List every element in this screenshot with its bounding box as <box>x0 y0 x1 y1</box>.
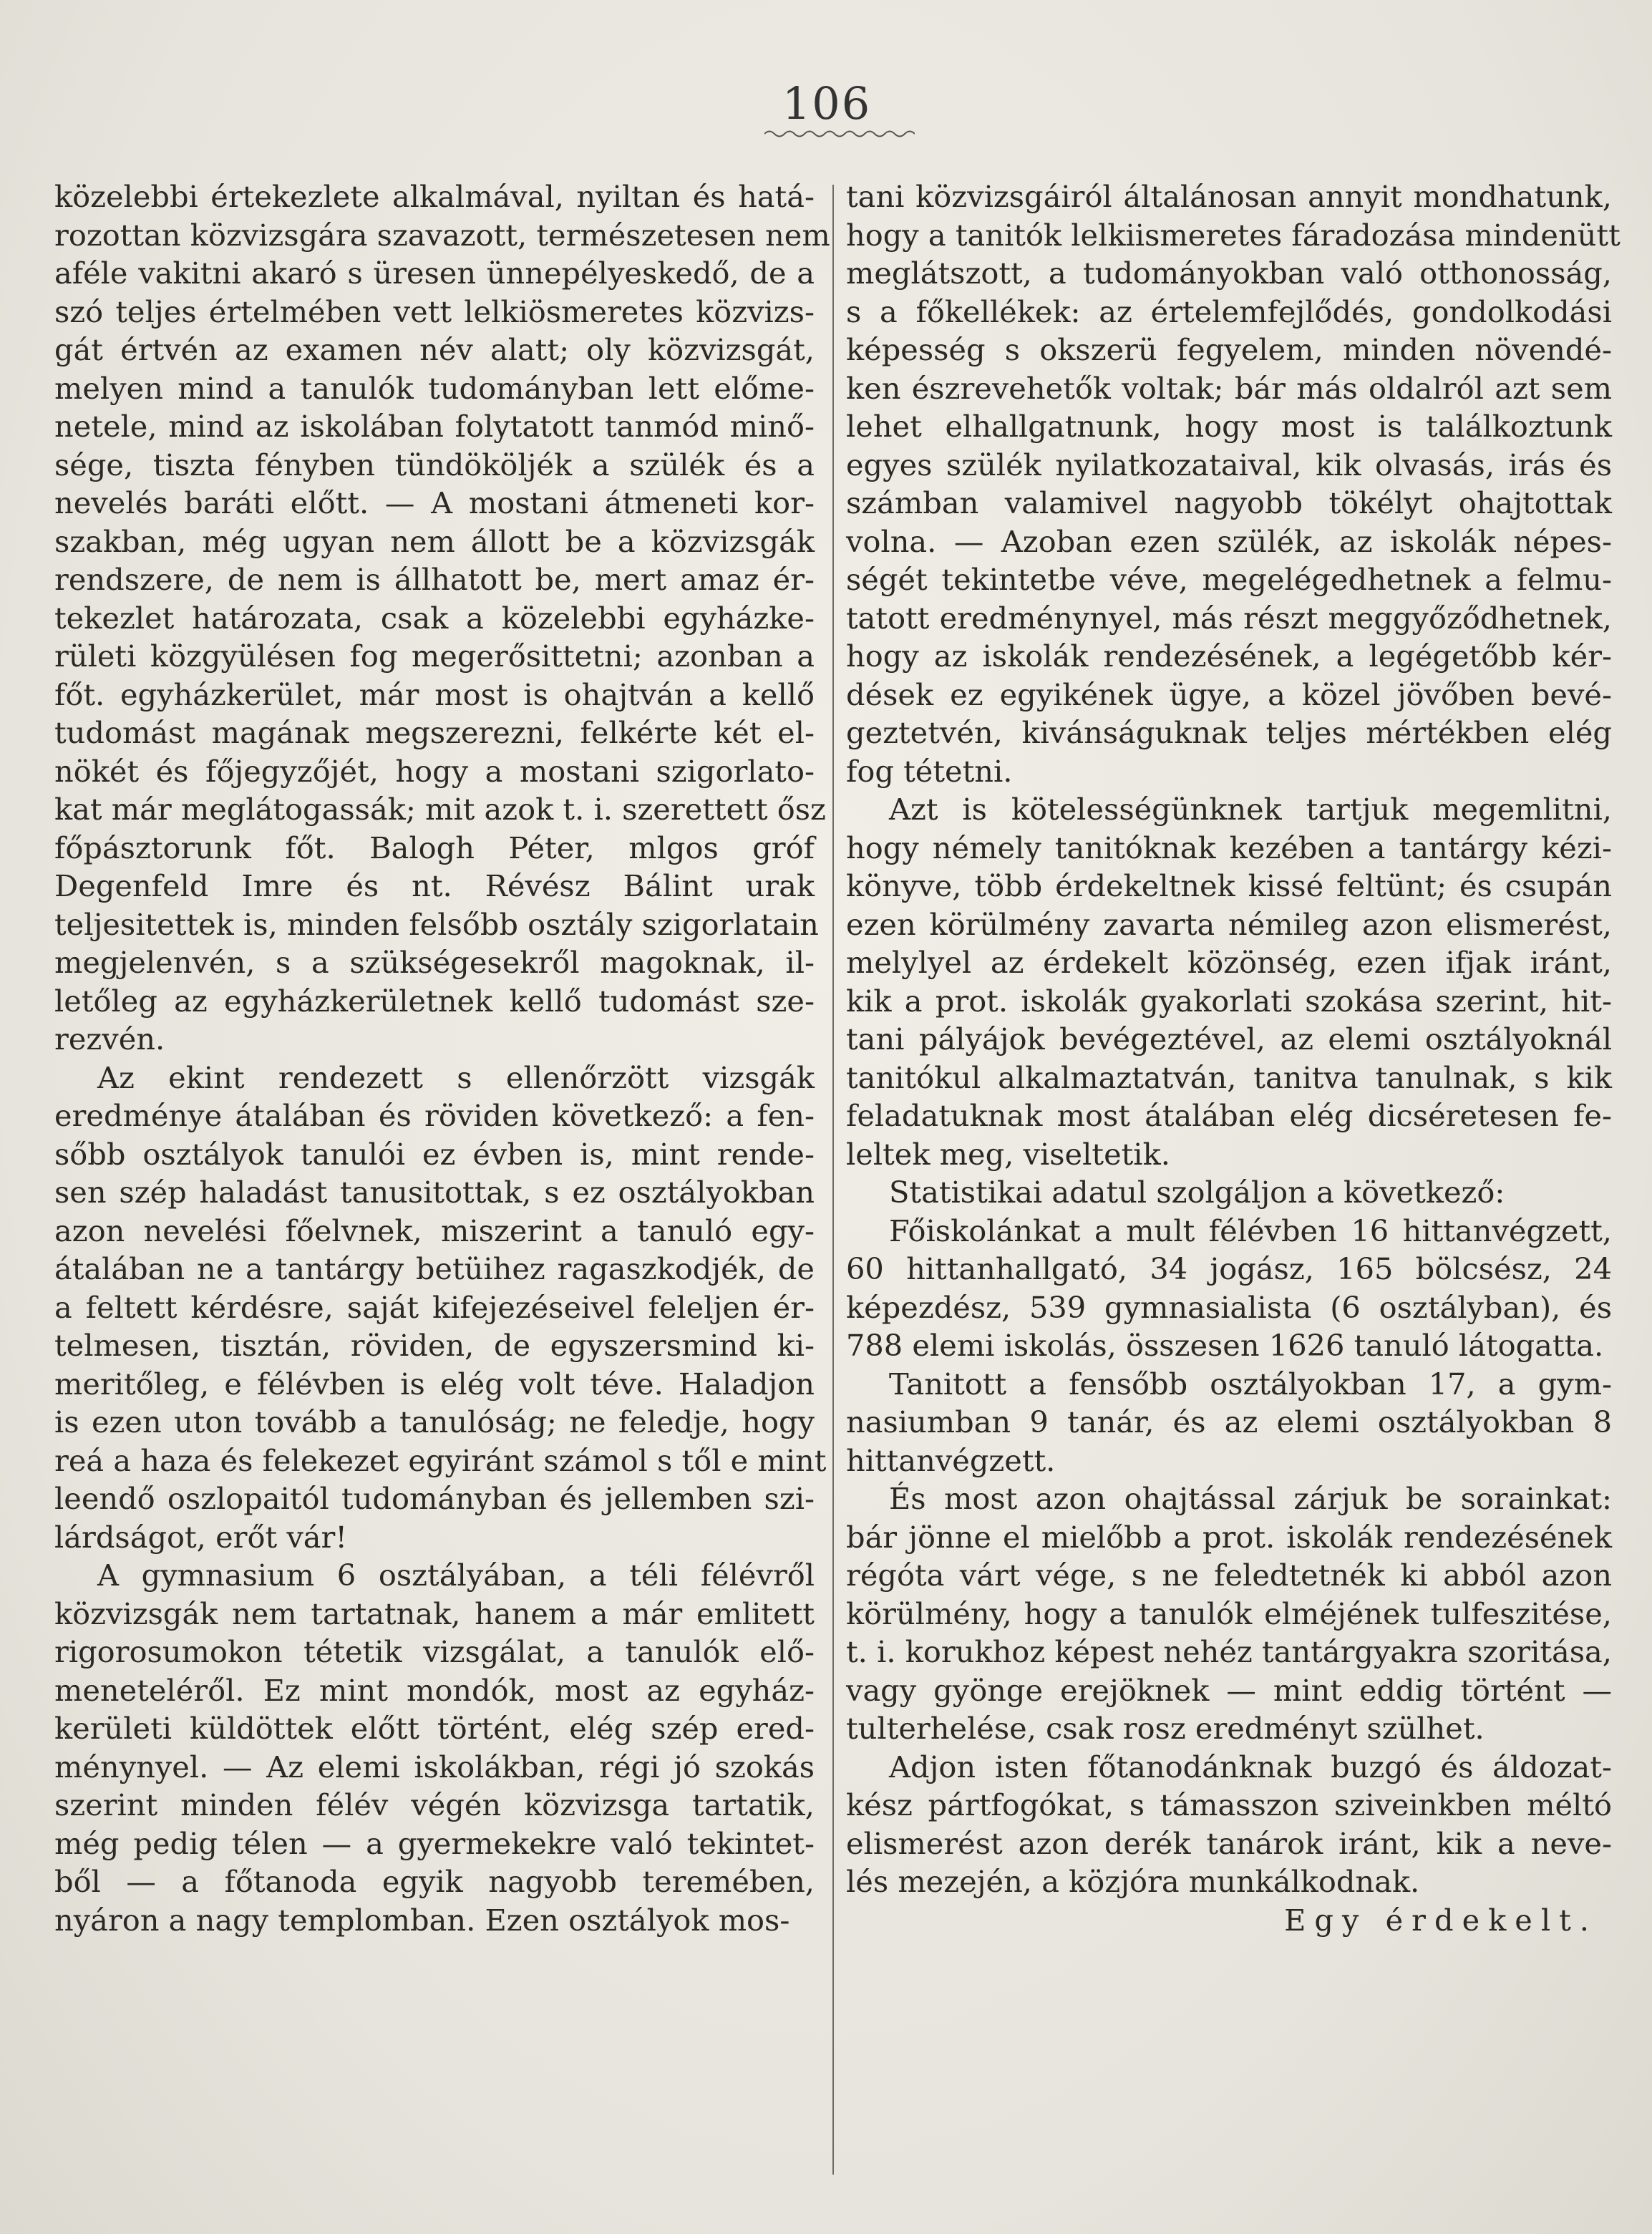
text-line: tani pályájok bevégeztével, az elemi osztályoknál <box>846 1021 1612 1057</box>
text-line: reá a haza és felekezet egyiránt számol s től e mint <box>54 1442 827 1478</box>
text-line: sőbb osztályok tanulói ez évben is, mint rende- <box>54 1136 815 1172</box>
text-line: hittanvégzett. <box>846 1442 1056 1478</box>
text-line: rigorosumokon tétetik vizsgálat, a tanulók elő- <box>54 1634 815 1669</box>
text-line: tani közvizsgáiról általánosan annyit mondhatunk, <box>846 179 1612 214</box>
text-line: volna. — Azoban ezen szülék, az iskolák népes- <box>846 523 1612 559</box>
text-line: még pedig télen — a gyermekekre való tekintet- <box>54 1825 815 1861</box>
text-line: sen szép haladást tanusitottak, s ez osztályokban <box>54 1175 815 1210</box>
text-line: rozottan közvizsgára szavazott, természetesen nem <box>54 217 830 253</box>
text-line: meritőleg, e félévben is elég volt téve. Haladjon <box>54 1366 815 1402</box>
text-line: rendszere, de nem is állhatott be, mert amaz ér- <box>54 562 815 597</box>
paragraph <box>846 1212 1612 1365</box>
text-line: leendő oszlopaitól tudományban és jellemben szi- <box>54 1481 815 1516</box>
text-line: elismerést azon derék tanárok iránt, kik a neve- <box>846 1825 1612 1861</box>
text-line: azon nevelési főelvnek, miszerint a tanuló egy- <box>54 1213 815 1248</box>
text-line: fog tétetni. <box>846 753 1013 789</box>
text-line: dések ez egyikének ügye, a közel jövőben bevé- <box>846 676 1612 712</box>
text-line: meneteléről. Ez mint mondók, most az egyház- <box>54 1672 815 1708</box>
text-line: képesség s okszerü fegyelem, minden növendé- <box>846 332 1612 367</box>
text-line: kik a prot. iskolák gyakorlati szokása szerint, hit- <box>846 983 1612 1019</box>
text-line: nyáron a nagy templomban. Ezen osztályok mos- <box>54 1902 790 1938</box>
text-line: nasiumban 9 tanár, és az elemi osztályokban 8 <box>846 1404 1612 1439</box>
page-number: 106 <box>782 77 872 130</box>
text-line: aféle vakitni akaró s üresen ünnepélyeskedő, de a <box>54 256 815 291</box>
text-line: is ezen uton tovább a tanulóság; ne feledje, hogy <box>54 1404 815 1439</box>
text-line: sége, tiszta fényben tündököljék a szülék és a <box>54 447 815 482</box>
text-line: teljesitettek is, minden felsőbb osztály szigorlatain <box>54 906 819 942</box>
right-column <box>846 178 1621 1939</box>
text-line: Degenfeld Imre és nt. Révész Bálint urak <box>54 868 815 903</box>
text-line: ménynyel. — Az elemi iskolákban, régi jó szokás <box>54 1749 815 1784</box>
text-line: közelebbi értekezlete alkalmával, nyiltan és hatá- <box>54 179 815 214</box>
text-line: régóta várt vége, s ne feledtetnék ki abból azon <box>846 1558 1612 1593</box>
text-line: tudomást magának megszerezni, felkérte két el- <box>54 715 815 750</box>
text-line: tulterhelése, csak rosz eredményt szülhet. <box>846 1711 1485 1746</box>
text-line: átalában ne a tantárgy betüihez ragaszkodjék, de <box>54 1251 815 1286</box>
text-line: Adjon isten főtanodánknak buzgó és áldozat- <box>889 1749 1612 1784</box>
text-line: kerületi küldöttek előtt történt, elég szép ered- <box>54 1711 815 1746</box>
text-line: hogy a tanitók lelkiismeretes fáradozása mindenütt <box>846 217 1621 253</box>
text-line: tatott eredménynyel, más részt meggyőződhetnek, <box>846 600 1612 636</box>
text-line: 788 elemi iskolás, összesen 1626 tanuló látogatta. <box>846 1328 1604 1363</box>
text-line: számban valamivel nagyobb tökélyt ohajtottak <box>846 485 1612 520</box>
text-line: közvizsgák nem tartatnak, hanem a már emlitett <box>54 1596 815 1631</box>
text-line: rületi közgyülésen fog megerősittetni; azonban a <box>54 638 815 674</box>
text-line: eredménye átalában és röviden következő: a fen- <box>54 1098 815 1133</box>
text-line: ezen körülmény zavarta némileg azon elismerést, <box>846 906 1612 942</box>
paragraph <box>846 178 1621 790</box>
text-line: letőleg az egyházkerületnek kellő tudomást sze- <box>54 983 815 1019</box>
text-line: geztetvén, kivánságuknak teljes mértékben elég <box>846 715 1612 750</box>
text-line: Tanitott a fensőbb osztályokban 17, a gym- <box>889 1366 1612 1402</box>
text-line: hogy némely tanitóknak kezében a tantárgy kézi- <box>846 830 1612 865</box>
paragraph <box>54 1556 815 1939</box>
text-line: meglátszott, a tudományokban való otthonosság, <box>846 256 1612 291</box>
text-line: feladatuknak most átalában elég dicséretesen fe- <box>846 1098 1612 1133</box>
text-line: ből — a főtanoda egyik nagyobb teremében, <box>54 1864 815 1899</box>
text-line: kat már meglátogassák; mit azok t. i. szerettett ősz <box>54 792 826 827</box>
text-line: ségét tekintetbe véve, megelégedhetnek a felmu- <box>846 562 1612 597</box>
text-line: főpásztorunk főt. Balogh Péter, mlgos gróf <box>54 830 815 865</box>
text-line: netele, mind az iskolában folytatott tanmód minő- <box>54 409 815 444</box>
text-line: szó teljes értelmében vett lelkiösmeretes közvizs- <box>54 293 815 329</box>
text-line: leltek meg, viseltetik. <box>846 1136 1170 1172</box>
text-line: egyes szülék nyilatkozataival, kik olvasás, irás és <box>846 447 1612 482</box>
text-line: Statistikai adatul szolgáljon a következő: <box>889 1175 1505 1210</box>
text-line: 60 hittanhallgató, 34 jogász, 165 bölcsész, 24 <box>846 1251 1612 1286</box>
text-line: főt. egyházkerület, már most is ohajtván a kellő <box>54 676 815 712</box>
left-column <box>54 178 830 1939</box>
text-line: képezdész, 539 gymnasialista (6 osztályban), és <box>846 1289 1612 1325</box>
text-line: melyen mind a tanulók tudományban lett előme- <box>54 370 815 406</box>
text-line: lés mezején, a közjóra munkálkodnak. <box>846 1864 1420 1899</box>
text-line: telmesen, tisztán, röviden, de egyszersmind ki- <box>54 1328 815 1363</box>
text-line: könyve, több érdekeltnek kissé feltünt; és csupán <box>846 868 1612 903</box>
text-line: tekezlet határozata, csak a közelebbi egyházke- <box>54 600 815 636</box>
text-line: szakban, még ugyan nem állott be a közvizsgák <box>54 523 815 559</box>
ornament-rule <box>764 127 915 140</box>
text-line: És most azon ohajtással zárjuk be sorainkat: <box>889 1481 1612 1516</box>
paragraph <box>846 1173 1612 1212</box>
text-line: Azt is kötelességünknek tartjuk megemlitni, <box>889 792 1612 827</box>
text-line: bár jönne el mielőbb a prot. iskolák rendezésének <box>846 1519 1612 1555</box>
text-line: ken észrevehetők voltak; bár más oldalról azt sem <box>846 370 1612 406</box>
text-line: nevelés baráti előtt. — A mostani átmeneti kor- <box>54 485 815 520</box>
text-line: tanitókul alkalmaztatván, tanitva tanulnak, s kik <box>846 1059 1612 1095</box>
signature: Egy érdekelt. <box>1284 1902 1598 1938</box>
text-line: t. i. korukhoz képest nehéz tantárgyakra szoritása, <box>846 1634 1612 1669</box>
text-line: nökét és főjegyzőjét, hogy a mostani szigorlato- <box>54 753 815 789</box>
text-line: megjelenvén, s a szükségesekről magoknak, il- <box>54 945 815 980</box>
text-line: gát értvén az examen név alatt; oly közvizsgát, <box>54 332 815 367</box>
paragraph <box>846 1480 1612 1748</box>
paragraph <box>54 178 830 1059</box>
text-line: kész pártfogókat, s támasszon sziveinkben méltó <box>846 1787 1612 1822</box>
text-line: hogy az iskolák rendezésének, a legégetőbb kér- <box>846 638 1612 674</box>
text-line: a feltett kérdésre, saját kifejezéseivel feleljen ér- <box>54 1289 815 1325</box>
text-line: rezvén. <box>54 1021 165 1057</box>
paragraph <box>846 1748 1612 1901</box>
text-line: lehet elhallgatnunk, hogy most is találkoztunk <box>846 409 1612 444</box>
text-line: s a főkellékek: az értelemfejlődés, gondolkodási <box>846 293 1612 329</box>
paragraph <box>846 1365 1612 1480</box>
text-line: vagy gyönge erejöknek — mint eddig történt — <box>846 1672 1612 1708</box>
text-line: körülmény, hogy a tanulók elméjének tulfeszitése, <box>846 1596 1612 1631</box>
text-line: melylyel az érdekelt közönség, ezen ifjak iránt, <box>846 945 1612 980</box>
column-divider <box>832 185 834 2175</box>
paragraph <box>846 790 1612 1173</box>
text-line: szerint minden félév végén közvizsga tartatik, <box>54 1787 815 1822</box>
paragraph <box>54 1059 827 1557</box>
text-line: Az ekint rendezett s ellenőrzött vizsgák <box>97 1059 815 1095</box>
text-line: A gymnasium 6 osztályában, a téli félévről <box>97 1558 815 1593</box>
text-line: lárdságot, erőt vár! <box>54 1519 348 1555</box>
text-line: Főiskolánkat a mult félévben 16 hittanvégzett, <box>889 1213 1612 1248</box>
